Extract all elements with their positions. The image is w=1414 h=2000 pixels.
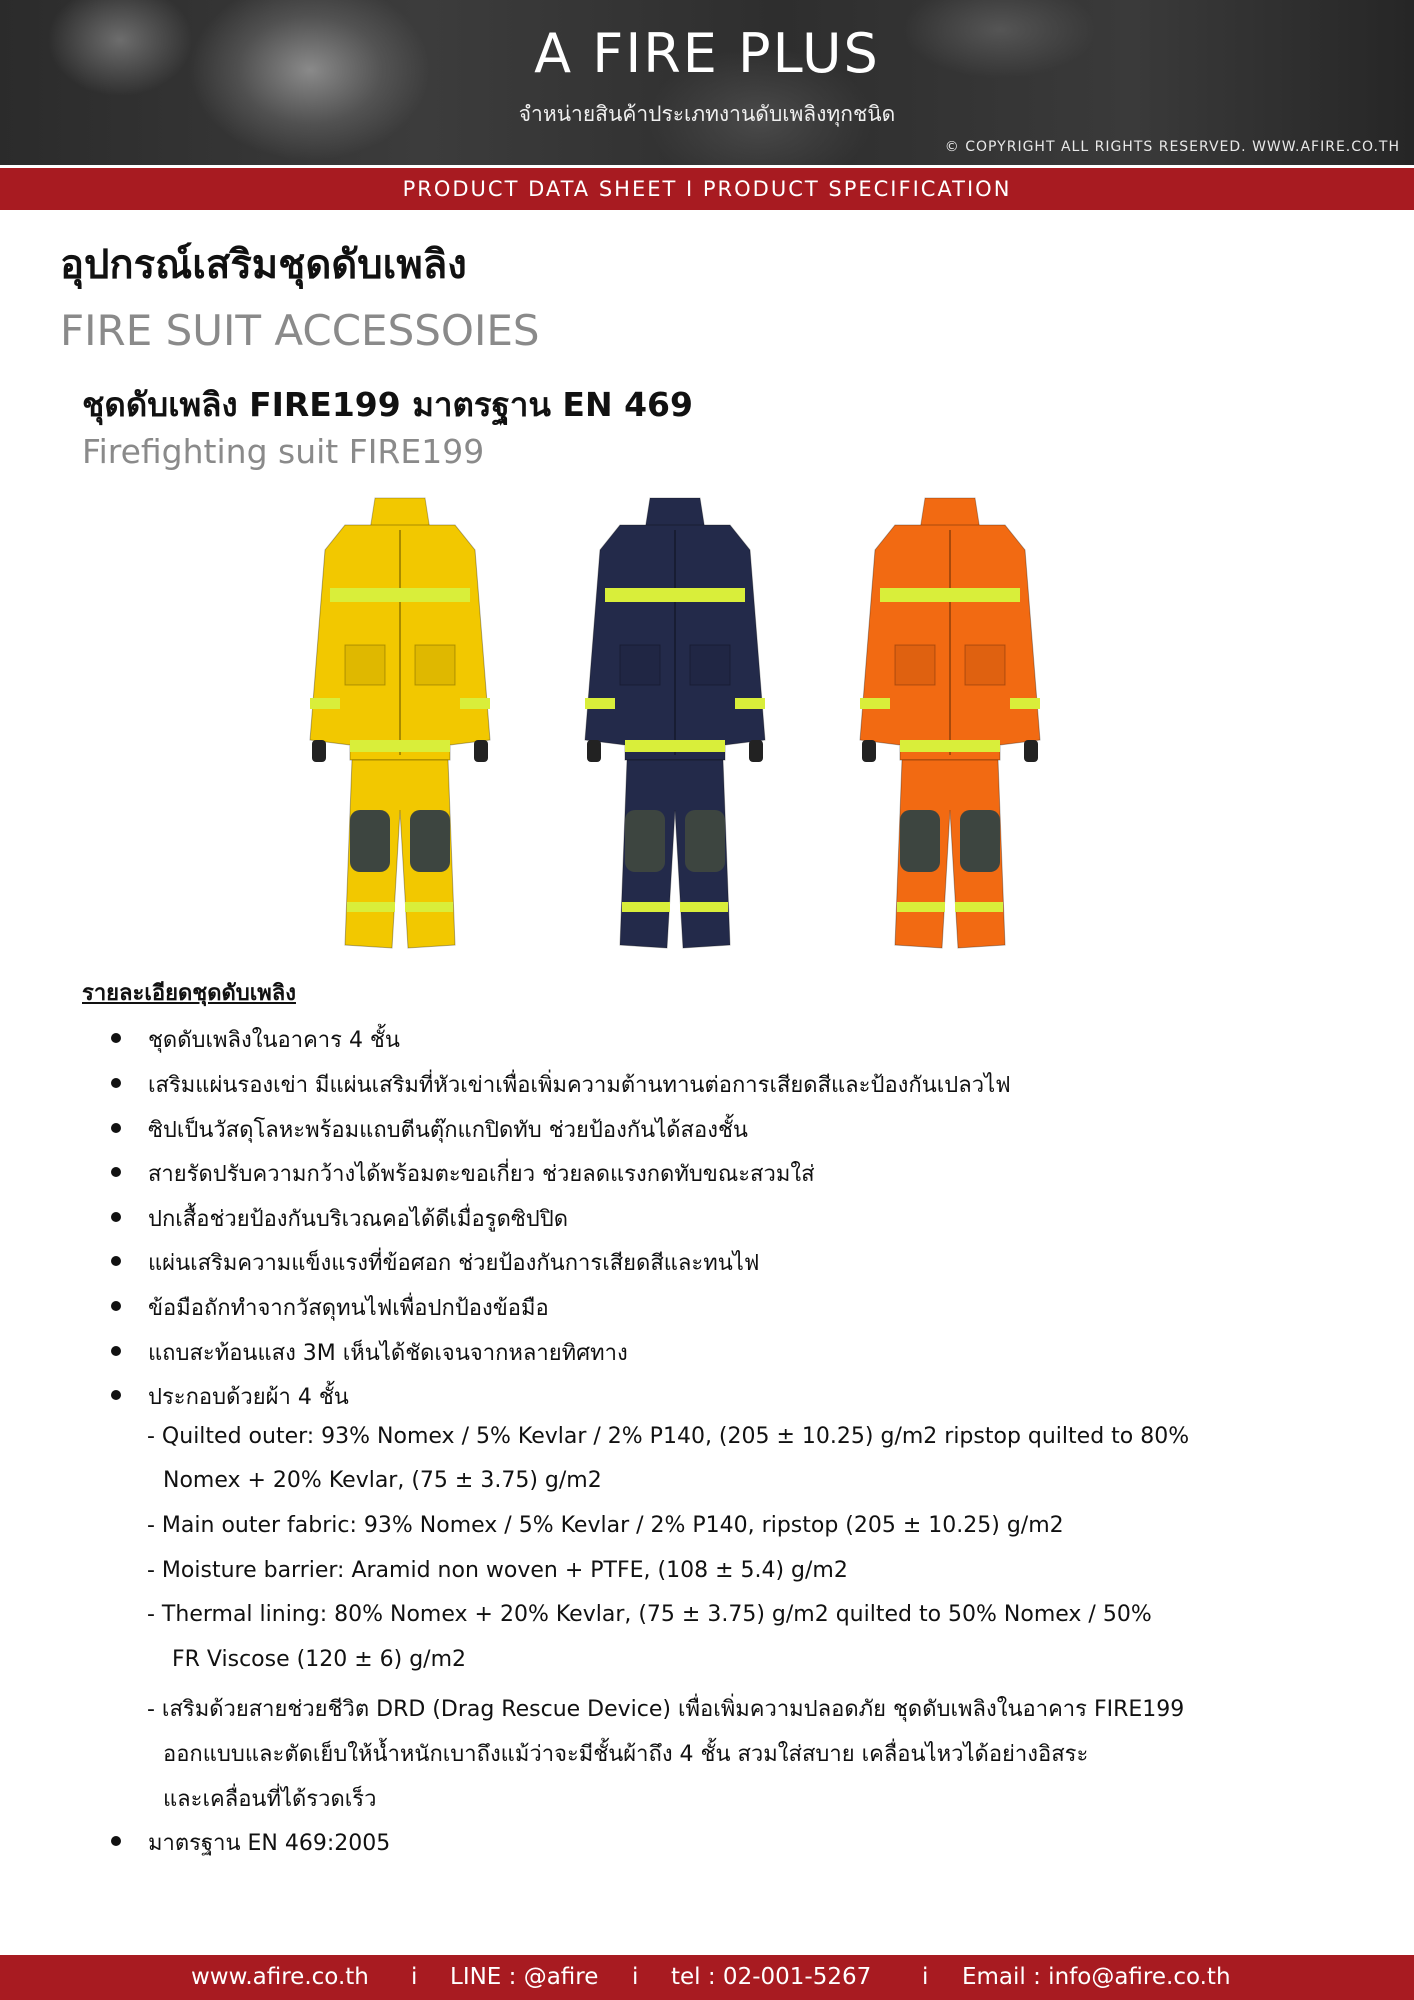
- bullet-dot: [111, 1167, 121, 1177]
- section-band: PRODUCT DATA SHEET I PRODUCT SPECIFICATION: [0, 168, 1414, 210]
- suit-pocket: [965, 645, 1005, 685]
- bullet-dot: [111, 1078, 121, 1088]
- bullet-dot: [111, 1212, 121, 1222]
- reflective-stripe: [735, 698, 765, 709]
- footer-website-link[interactable]: www.afire.co.th: [191, 1964, 369, 1990]
- layer-line: - Thermal lining: 80% Nomex + 20% Kevlar, (75 ± 3.75) g/m2 quilted to 50% Nomex / 50%: [147, 1602, 1152, 1627]
- page-title-english: FIRE SUIT ACCESSOIES: [60, 306, 540, 355]
- product-title-english: Firefighting suit FIRE199: [82, 432, 485, 471]
- knee-pad: [410, 810, 450, 872]
- reflective-stripe: [585, 698, 615, 709]
- details-heading: รายละเอียดชุดดับเพลิง: [82, 981, 296, 1006]
- reflective-stripe: [897, 902, 945, 912]
- bullet-dot: [111, 1390, 121, 1400]
- suit-images: [300, 490, 1100, 960]
- footer-email-link[interactable]: Email : info@afire.co.th: [962, 1964, 1231, 1990]
- reflective-stripe: [347, 902, 395, 912]
- brand-name: A FIRE PLUS: [534, 22, 880, 85]
- reflective-stripe: [900, 740, 1000, 752]
- bullet-dot: [111, 1256, 121, 1266]
- footer-phone[interactable]: tel : 02-001-5267: [671, 1964, 872, 1990]
- suit-glove: [749, 740, 763, 762]
- footer-separator: i: [632, 1964, 639, 1990]
- suit-glove: [1024, 740, 1038, 762]
- bullet-dot: [111, 1123, 121, 1133]
- suit-glove: [474, 740, 488, 762]
- knee-pad: [350, 810, 390, 872]
- layer-line: ออกแบบและตัดเย็บให้น้ำหนักเบาถึงแม้ว่าจะมีชั้นผ้าถึง 4 ชั้น สวมใส่สบาย เคลื่อนไหวได้อย่างอิสระ: [163, 1742, 1089, 1767]
- layer-line: - เสริมด้วยสายช่วยชีวิต DRD (Drag Rescue Device) เพื่อเพิ่มความปลอดภัย ชุดดับเพลิงในอาคาร FIRE199: [147, 1697, 1185, 1722]
- suit-figure: [860, 498, 1040, 948]
- reflective-stripe: [680, 902, 728, 912]
- reflective-stripe: [860, 698, 890, 709]
- bullet-dot: [111, 1836, 121, 1846]
- knee-pad: [625, 810, 665, 872]
- footer-separator: i: [411, 1964, 418, 1990]
- layer-line: - Moisture barrier: Aramid non woven + PTFE, (108 ± 5.4) g/m2: [147, 1558, 848, 1583]
- suit-pocket: [690, 645, 730, 685]
- suit-glove: [312, 740, 326, 762]
- reflective-stripe: [405, 902, 453, 912]
- reflective-stripe: [622, 902, 670, 912]
- reflective-stripe: [330, 588, 470, 602]
- reflective-stripe: [880, 588, 1020, 602]
- reflective-stripe: [1010, 698, 1040, 709]
- reflective-stripe: [605, 588, 745, 602]
- suit-glove: [587, 740, 601, 762]
- product-title-thai: ชุดดับเพลิง FIRE199 มาตรฐาน EN 469: [82, 385, 693, 424]
- footer-separator: i: [922, 1964, 929, 1990]
- reflective-stripe: [460, 698, 490, 709]
- layer-line: Nomex + 20% Kevlar, (75 ± 3.75) g/m2: [163, 1468, 602, 1493]
- knee-pad: [960, 810, 1000, 872]
- reflective-stripe: [625, 740, 725, 752]
- bullet-dot: [111, 1033, 121, 1043]
- footer-contact-bar: [0, 1955, 1414, 2000]
- suit-pocket: [345, 645, 385, 685]
- layer-line: และเคลื่อนที่ได้รวดเร็ว: [163, 1787, 377, 1812]
- layer-line: - Quilted outer: 93% Nomex / 5% Kevlar / 2% P140, (205 ± 10.25) g/m2 ripstop quilted to 80%: [147, 1424, 1190, 1449]
- knee-pad: [900, 810, 940, 872]
- suit-figure: [310, 498, 490, 948]
- copyright-notice: © COPYRIGHT ALL RIGHTS RESERVED. WWW.AFIRE.CO.TH: [944, 139, 1400, 155]
- layer-line: - Main outer fabric: 93% Nomex / 5% Kevlar / 2% P140, ripstop (205 ± 10.25) g/m2: [147, 1513, 1064, 1538]
- reflective-stripe: [310, 698, 340, 709]
- brand-tagline: จำหน่ายสินค้าประเภทงานดับเพลิงทุกชนิด: [518, 102, 896, 126]
- suit-glove: [862, 740, 876, 762]
- header-banner: [0, 0, 1414, 165]
- layer-line: FR Viscose (120 ± 6) g/m2: [172, 1647, 466, 1672]
- reflective-stripe: [955, 902, 1003, 912]
- bullet-dot: [111, 1301, 121, 1311]
- bullet-dot: [111, 1346, 121, 1356]
- footer-line-id[interactable]: LINE : @afire: [450, 1964, 599, 1990]
- suit-pocket: [415, 645, 455, 685]
- suit-pocket: [620, 645, 660, 685]
- reflective-stripe: [350, 740, 450, 752]
- suit-pocket: [895, 645, 935, 685]
- suit-figure: [585, 498, 765, 948]
- page-title-thai: อุปกรณ์เสริมชุดดับเพลิง: [60, 242, 467, 288]
- knee-pad: [685, 810, 725, 872]
